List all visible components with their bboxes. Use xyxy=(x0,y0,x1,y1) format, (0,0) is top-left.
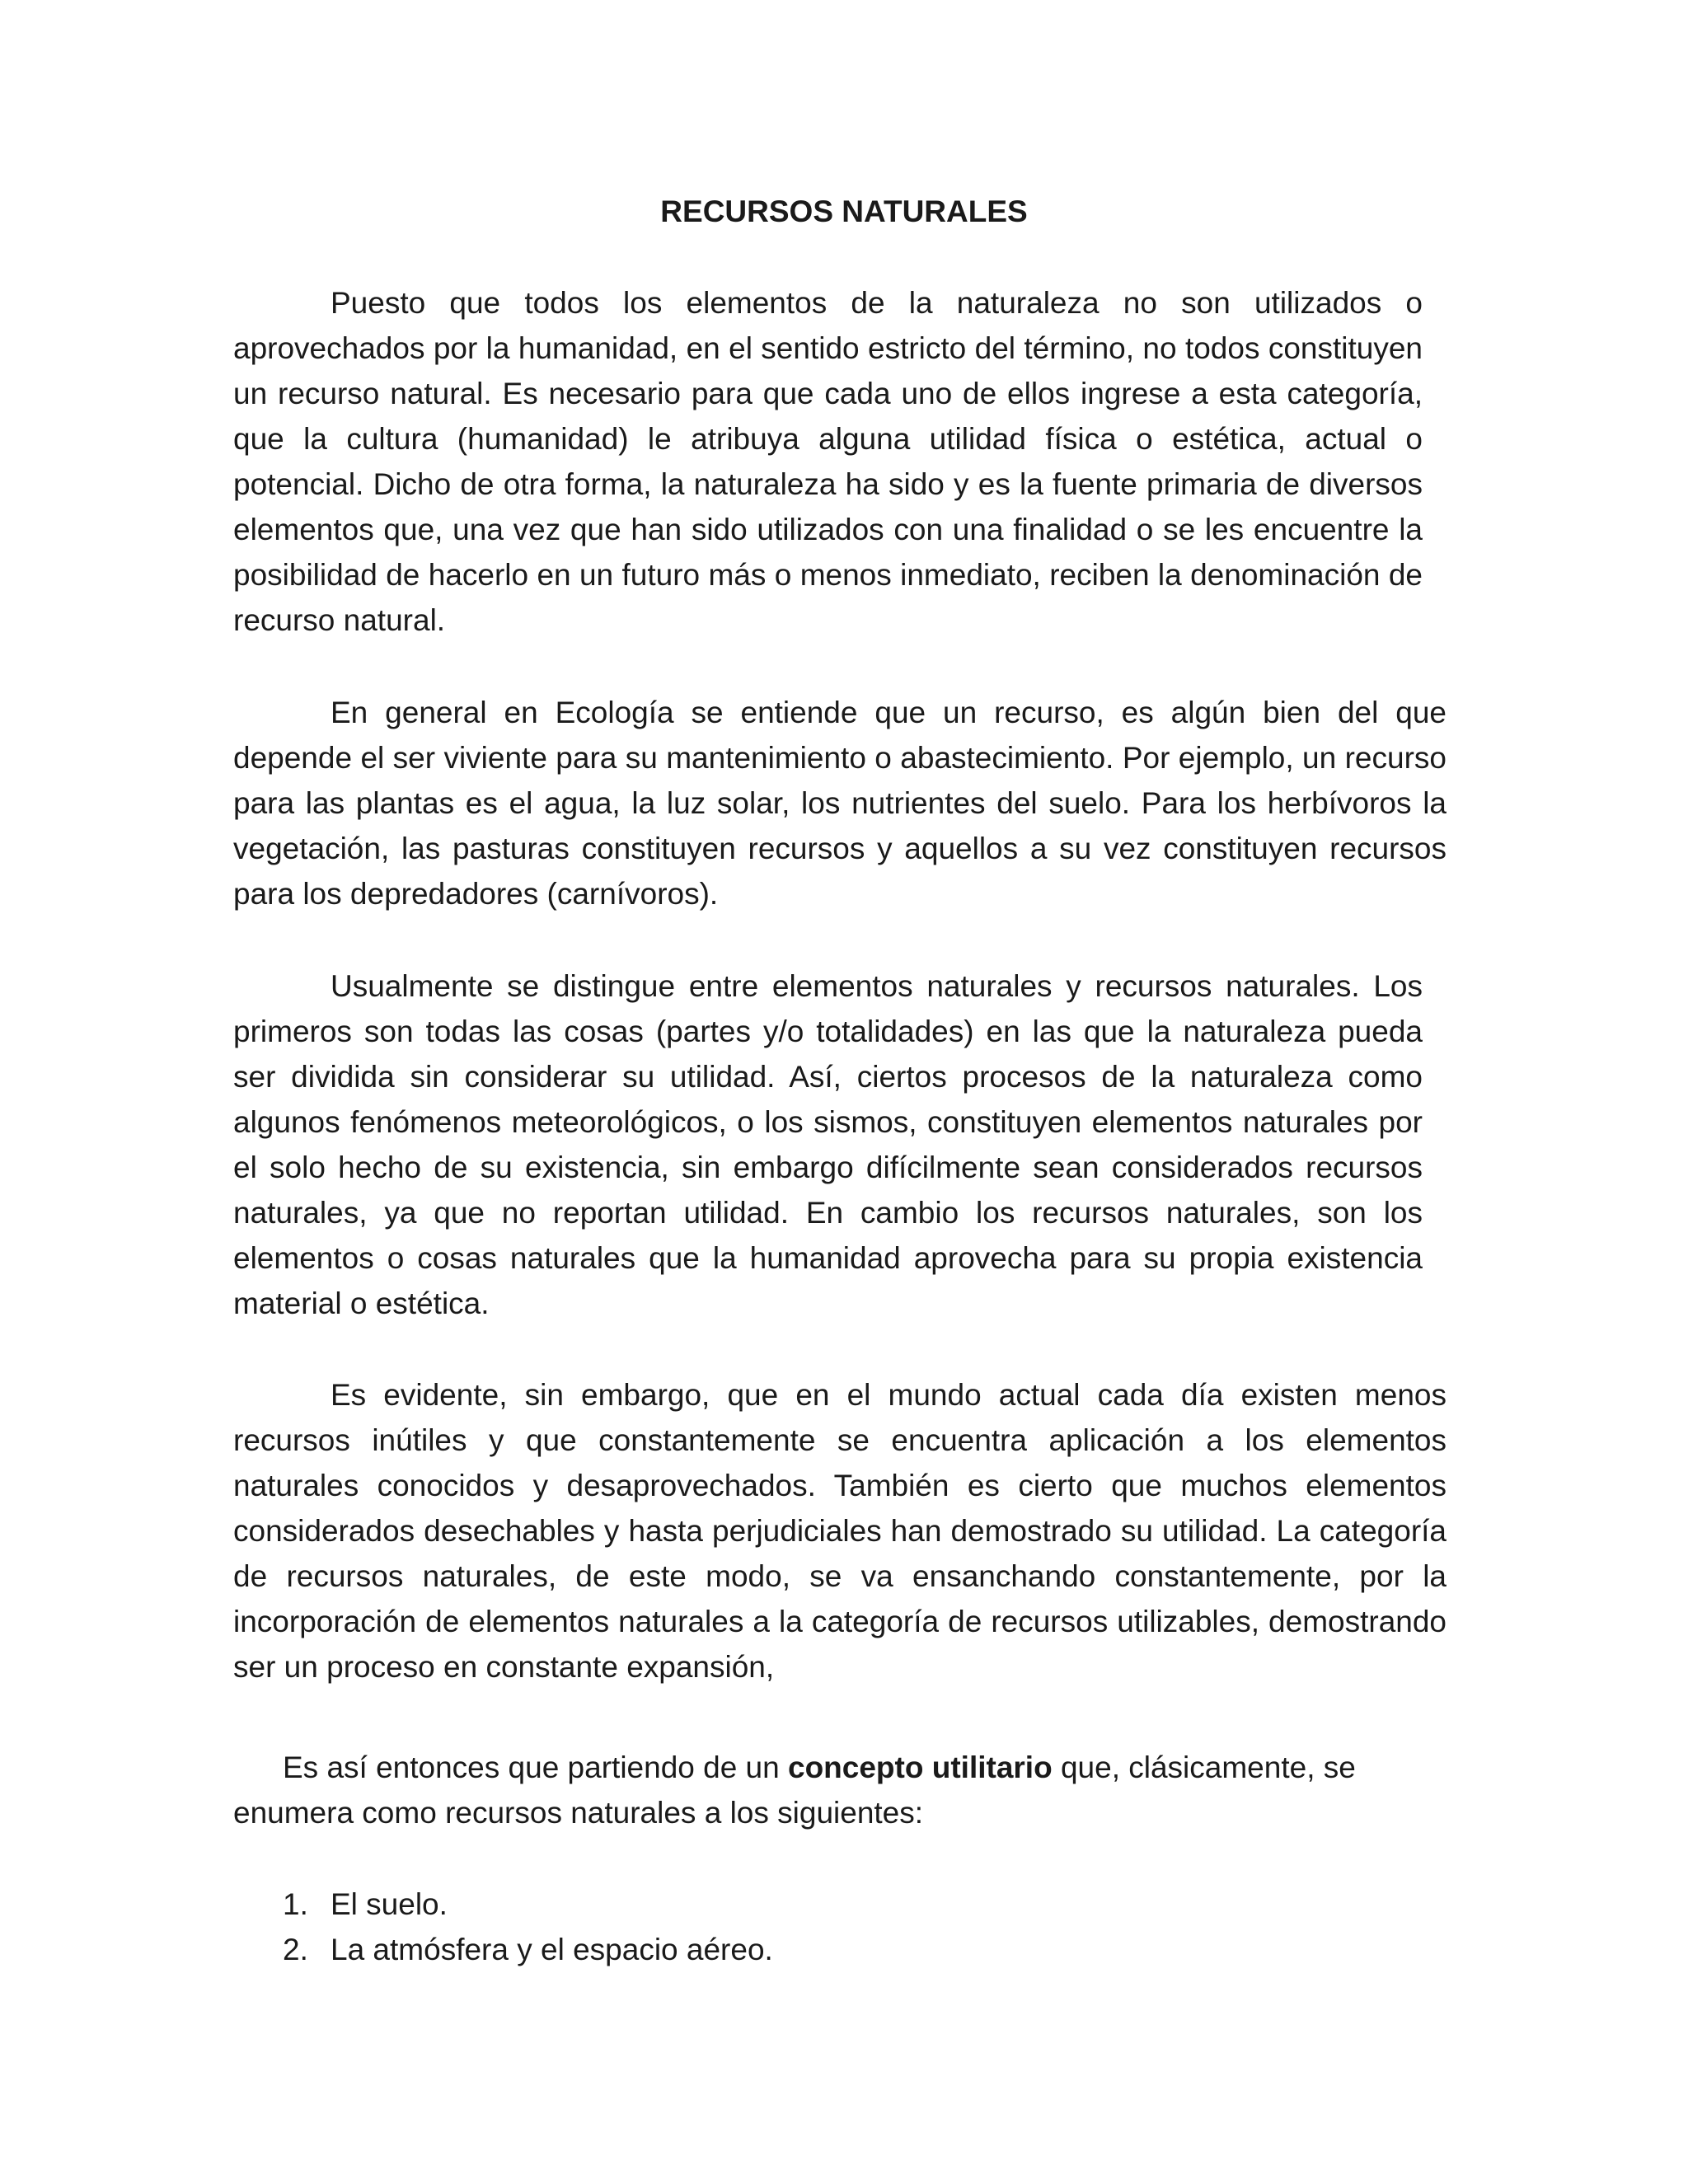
paragraph-3: Usualmente se distingue entre elementos naturales y recursos naturales. Los primeros son todas las cosas (partes y/o totalidades) en las que la naturaleza pueda ser dividida sin considerar su utilidad. Así, ciertos procesos de la naturaleza como algunos fenómenos meteorológicos, o los sismos, constituyen elementos naturales por el solo hecho de su existencia, sin embargo difícilmente sean considerados recursos naturales, ya que no reportan utilidad. En cambio los recursos naturales, son los elementos o cosas naturales que la humanidad aprovecha para su propia existencia material o estética. xyxy=(233,969,1423,1320)
list-item-number: 2. xyxy=(283,1933,308,1966)
list-item xyxy=(233,1882,1423,1927)
paragraph-1: Puesto que todos los elementos de la naturaleza no son utilizados o aprovechados por la humanidad, en el sentido estricto del término, no todos constituyen un recurso natural. Es necesario para que cada uno de ellos ingrese a esta categoría, que la cultura (humanidad) le atribuya alguna utilidad física o estética, actual o potencial. Dicho de otra forma, la naturaleza ha sido y es la fuente primaria de diversos elementos que, una vez que han sido utilizados con una finalidad o se les encuentre la posibilidad de hacerlo en un futuro más o menos inmediato, reciben la denominación de recurso natural. xyxy=(233,286,1423,637)
list-item xyxy=(233,1927,1423,1972)
intro-bold-term: concepto utilitario xyxy=(788,1750,1053,1784)
resources-list xyxy=(233,1882,1423,1972)
list-item-number: 1. xyxy=(283,1887,308,1921)
document-title: RECURSOS NATURALES xyxy=(660,194,1028,228)
paragraph-2: En general en Ecología se entiende que un recurso, es algún bien del que depende el ser viviente para su mantenimiento o abastecimiento. Por ejemplo, un recurso para las plantas es el agua, la luz solar, los nutrientes del suelo. Para los herbívoros la vegetación, las pasturas constituyen recursos y aquellos a su vez constituyen recursos para los depredadores (carnívoros). xyxy=(233,696,1447,911)
intro-text-after: que, clásicamente, se enumera como recursos naturales a los siguientes: xyxy=(233,1750,1356,1830)
intro-text-before: Es así entonces que partiendo de un xyxy=(283,1750,788,1784)
paragraph-4: Es evidente, sin embargo, que en el mundo actual cada día existen menos recursos inútiles y que constantemente se encuentra aplicación a los elementos naturales conocidos y desaprovechados. También es cierto que muchos elementos considerados desechables y hasta perjudiciales han demostrado su utilidad. La categoría de recursos naturales, de este modo, se va ensanchando constantemente, por la incorporación de elementos naturales a la categoría de recursos utilizables, demostrando ser un proceso en constante expansión, xyxy=(233,1378,1447,1684)
list-item-text: La atmósfera y el espacio aéreo. xyxy=(331,1933,773,1966)
paragraph-intro-list xyxy=(233,1745,1447,1835)
list-item-text: El suelo. xyxy=(331,1887,448,1921)
